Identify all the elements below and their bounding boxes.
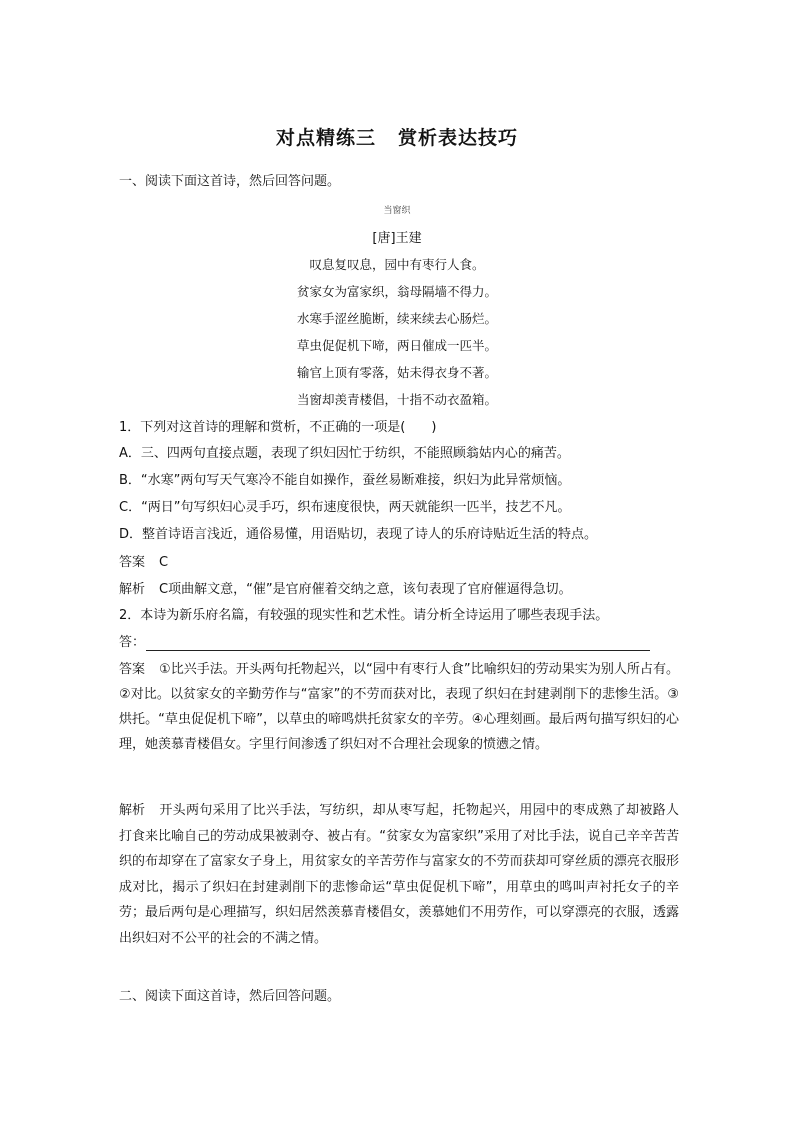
answer-text: ①比兴手法。开头两句托物起兴，以“园中有枣行人食”比喻织妇的劳动果实为别人所占有。②对比。以贫家女的辛勤劳作与“富家”的不劳而获对比，表现了织妇在封建剥削下的悲惨生活。③烘托。“草虫促促机下啼”，以草虫的啼鸣烘托贫家女的辛劳。④心理刻画。最后两句描写织妇的心理，她羡慕青楼倡女。字里行间渗透了织妇对不合理社会现象的愤懑之情。 [119, 662, 679, 752]
page-title-part2: 赏析表达技巧 [398, 127, 519, 149]
answer-label: 答案 [119, 555, 146, 570]
analysis-label: 解析 [119, 803, 146, 818]
question-1-option-b: B．“水寒”两句写天气寒冷不能自如操作，蚕丝易断难接，织妇为此异常烦恼。 [119, 473, 571, 488]
section1-heading: 一、阅读下面这首诗，然后回答问题。 [119, 174, 341, 189]
poem-line: 贫家女为富家织，翁母隔墙不得力。 [296, 284, 497, 299]
answer-prompt: 答： [119, 635, 146, 650]
question-1-option-a: A．三、四两句直接点题，表现了织妇因忙于纺织，不能照顾翁姑内心的痛苦。 [119, 446, 570, 461]
poem-title: 当窗织 [383, 206, 411, 216]
question-2-stem: 2．本诗为新乐府名篇，有较强的现实性和艺术性。请分析全诗运用了哪些表现手法。 [119, 608, 609, 623]
page-title-part1: 对点精练三 [275, 127, 376, 149]
page-title [0, 123, 794, 150]
question-1-option-c: C．“两日”句写织妇心灵手巧，织布速度很快，两天就能织一匹半，技艺不凡。 [119, 500, 571, 515]
poem-line: 草虫促促机下啼，两日催成一匹半。 [296, 338, 497, 353]
question-2-analysis [119, 798, 679, 951]
analysis-text: 开头两句采用了比兴手法，写纺织，却从枣写起，托物起兴，用园中的枣成熟了却被路人打食来比喻自己的劳动成果被剥夺、被占有。“贫家女为富家织”采用了对比手法，说自己辛辛苦苦织的布却穿在了富家女子身上，用贫家女的辛苦劳作与富家女的不劳而获却可穿丝质的漂亮衣服形成对比，揭示了织妇在封建剥削下的悲惨命运“草虫促促机下啼”，用草虫的鸣叫声衬托女子的辛劳；最后两句是心理描写，织妇居然羡慕青楼倡女，羡慕她们不用劳作，可以穿漂亮的衣服，透露出织妇对不公平的社会的不满之情。 [119, 803, 679, 946]
poem-line: 输官上顶有零落，姑未得衣身不著。 [296, 365, 497, 380]
poem-author: [唐]王建 [372, 231, 422, 246]
poem-line: 叹息复叹息，园中有枣行人食。 [309, 257, 485, 272]
question-1-option-d: D．整首诗语言浅近，通俗易懂，用语贴切，表现了诗人的乐府诗贴近生活的特点。 [119, 527, 598, 542]
section2-heading: 二、阅读下面这首诗，然后回答问题。 [119, 989, 341, 1004]
answer-blank-line[interactable] [146, 650, 650, 651]
question-1-answer [119, 554, 168, 572]
poem-line: 水寒手涩丝脆断，续来续去心肠烂。 [296, 311, 497, 326]
analysis-text: C项曲解文意，“催”是官府催着交纳之意，该句表现了官府催逼得急切。 [159, 582, 572, 597]
analysis-label: 解析 [119, 582, 146, 597]
answer-value: C [159, 555, 169, 570]
question-1-stem: 1．下列对这首诗的理解和赏析，不正确的一项是( ) [119, 420, 437, 435]
question-2-answer [119, 657, 679, 757]
question-1-analysis [119, 581, 572, 599]
answer-label: 答案 [119, 662, 146, 677]
poem-line: 当窗却羡青楼倡，十指不动衣盈箱。 [296, 392, 497, 407]
